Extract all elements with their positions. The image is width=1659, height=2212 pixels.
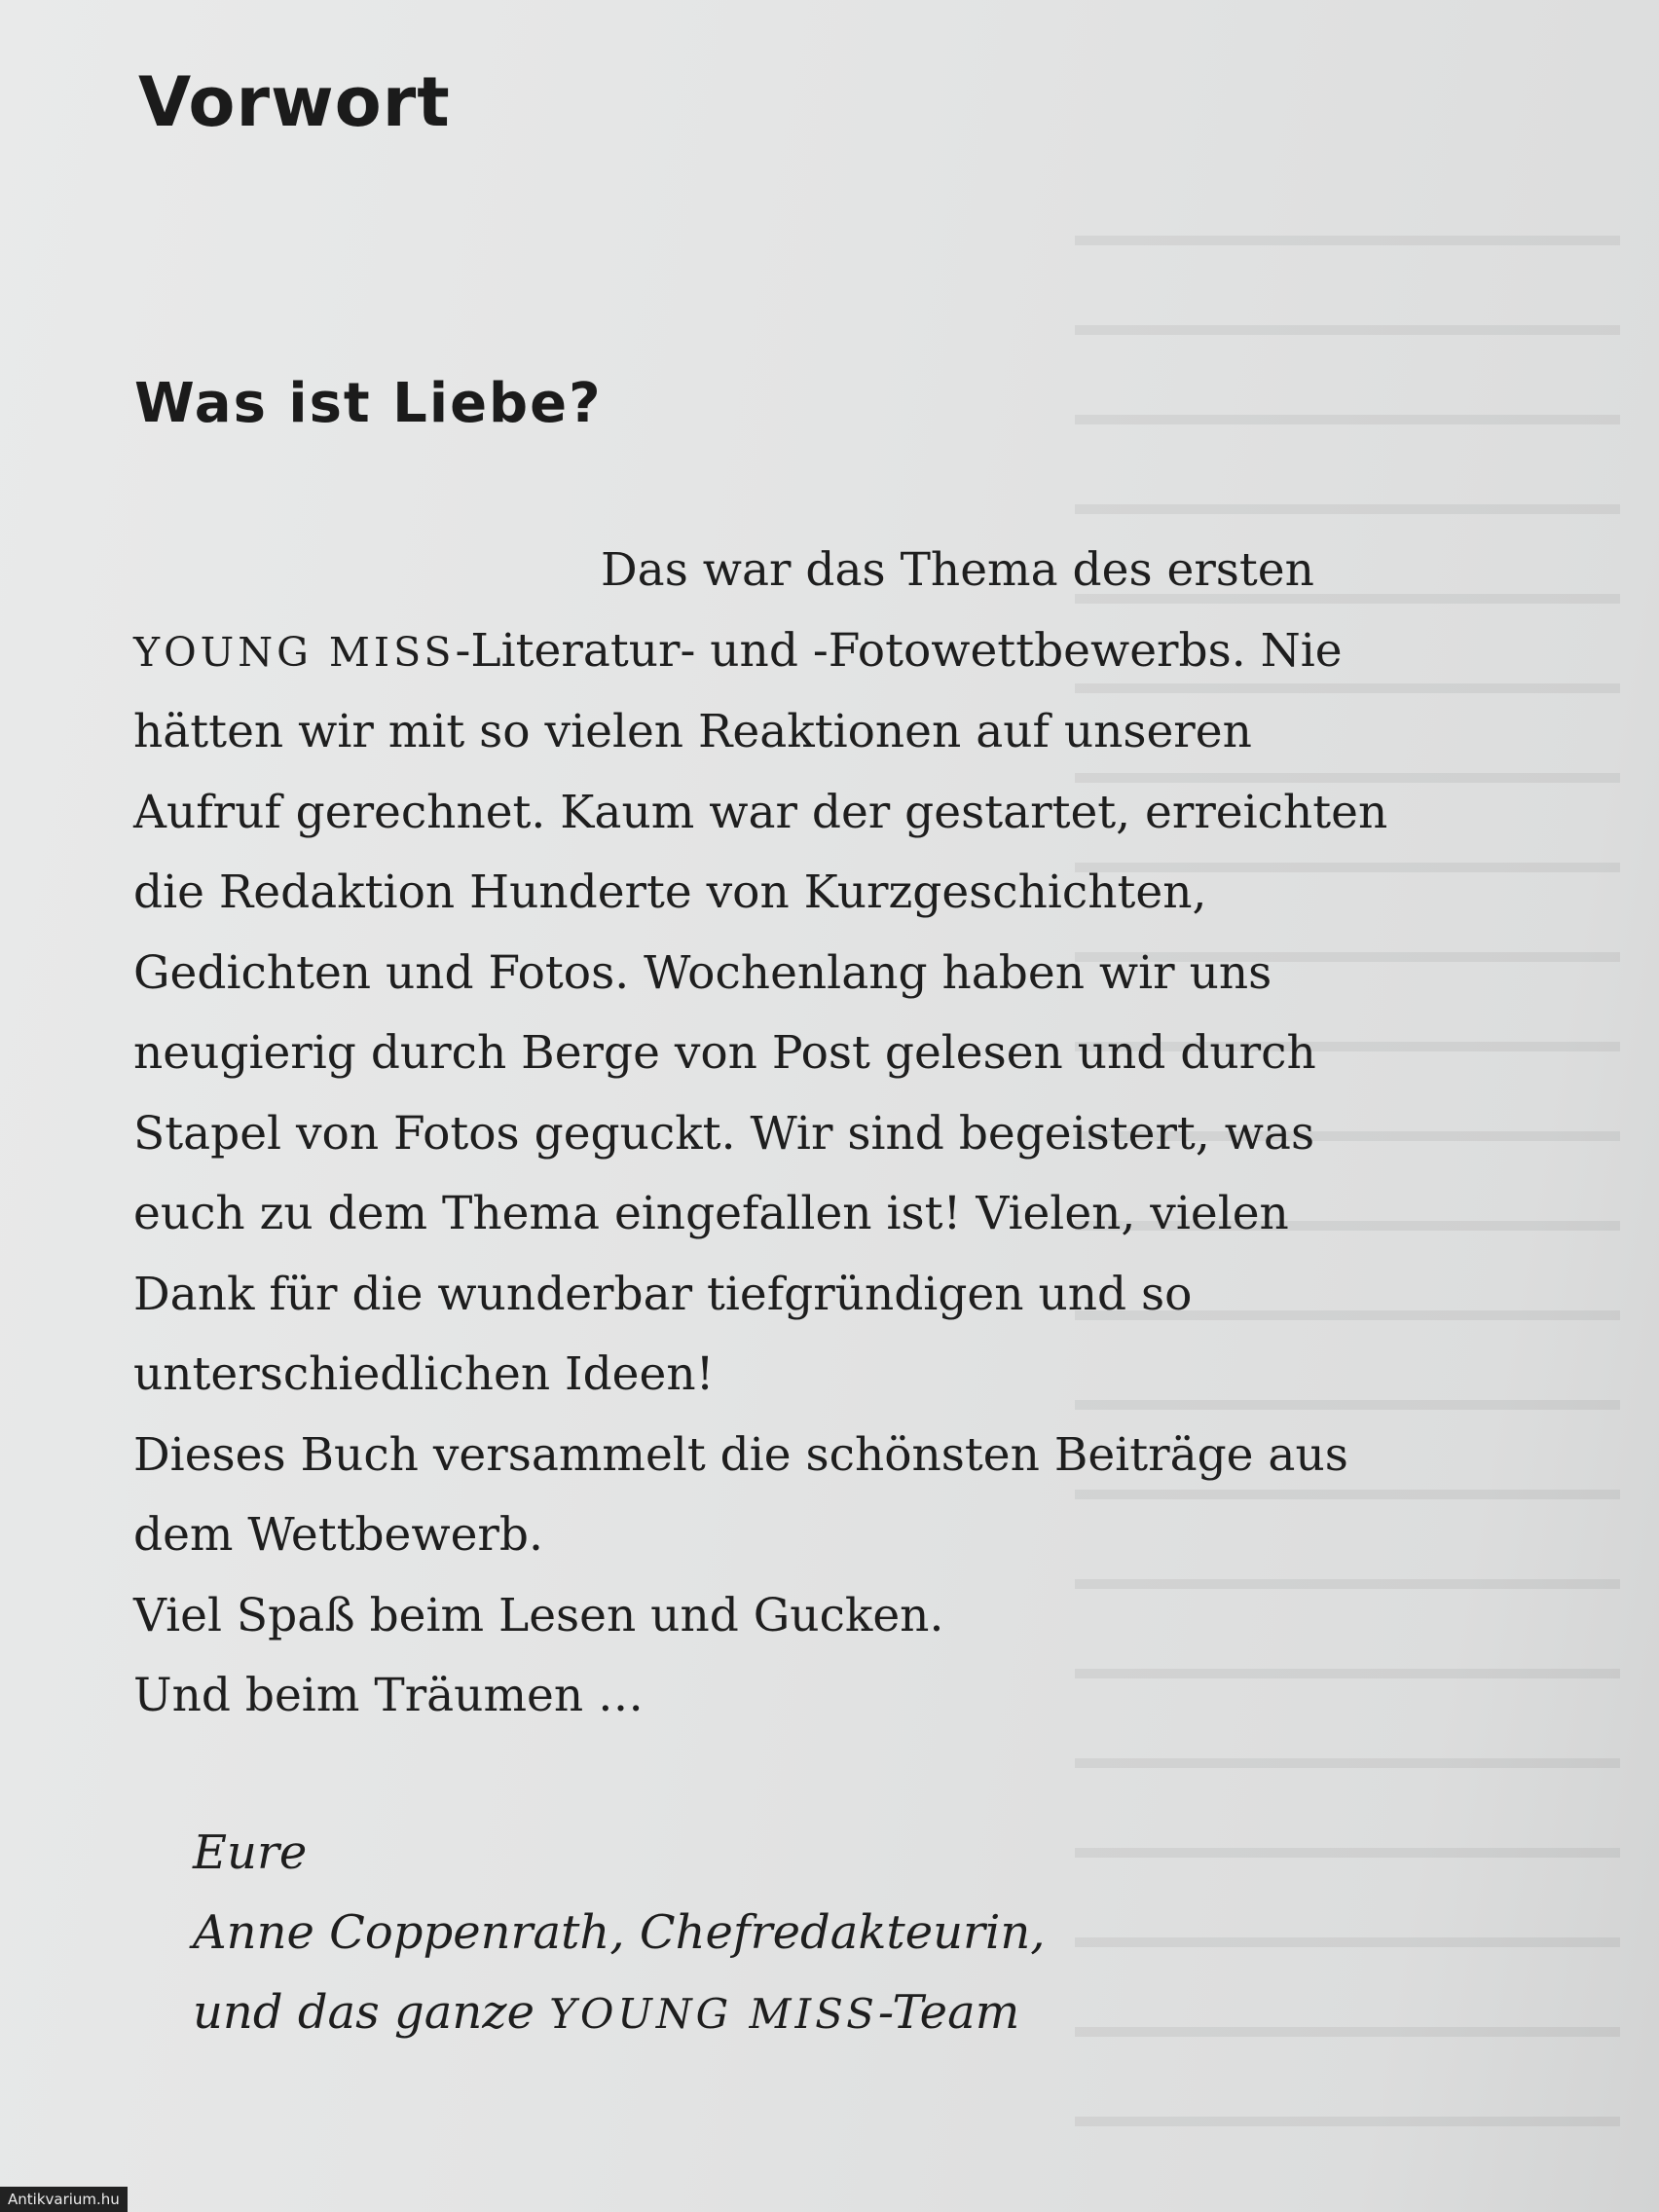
watermark: Antikvarium.hu [0, 2187, 128, 2212]
brand-name: YOUNG MISS [133, 628, 456, 676]
paragraph-book: Dieses Buch versammelt die schönsten Beiträge aus dem Wettbewerb. [133, 1427, 1348, 1562]
signature-brand: YOUNG MISS [549, 1990, 878, 2038]
section-subtitle: Was ist Liebe? [134, 372, 603, 435]
chapter-title: Vorwort [138, 62, 451, 142]
paragraph-intro-start: Das war das Thema des ersten [601, 543, 1314, 597]
paragraph-enjoy: Viel Spaß beim Lesen und Gucken. [133, 1588, 944, 1642]
signature-greeting: Eure [193, 1825, 308, 1880]
signature-name: Anne Coppenrath, Chefredakteurin, [193, 1905, 1046, 1960]
paragraph-dream: Und beim Träumen … [133, 1669, 645, 1722]
body-text [133, 531, 1395, 1737]
paragraph-intro [133, 531, 1395, 1416]
signature-block [193, 1813, 1046, 2054]
signature-team-prefix: und das ganze [193, 1985, 550, 2040]
paragraph-intro-rest: -Literatur- und -Fotowettbewerbs. Nie hätten wir mit so vielen Reaktionen auf unseren Aufruf gerechnet. Kaum war der gestartet, erreichten die Redaktion Hunderte von Kurzgeschichten, Gedichten und Fotos. Wochenlang haben wir uns neugierig durch Berge von Post gelesen und durch Stapel von Fotos geguckt. Wir sind begeistert, was euch zu dem Thema eingefallen ist! Vielen, vielen Dank für die wunderbar tiefgründigen und so unterschiedlichen Ideen! [133, 623, 1388, 1401]
signature-team [193, 1972, 1046, 2054]
signature-team-suffix: -Team [877, 1985, 1020, 2040]
